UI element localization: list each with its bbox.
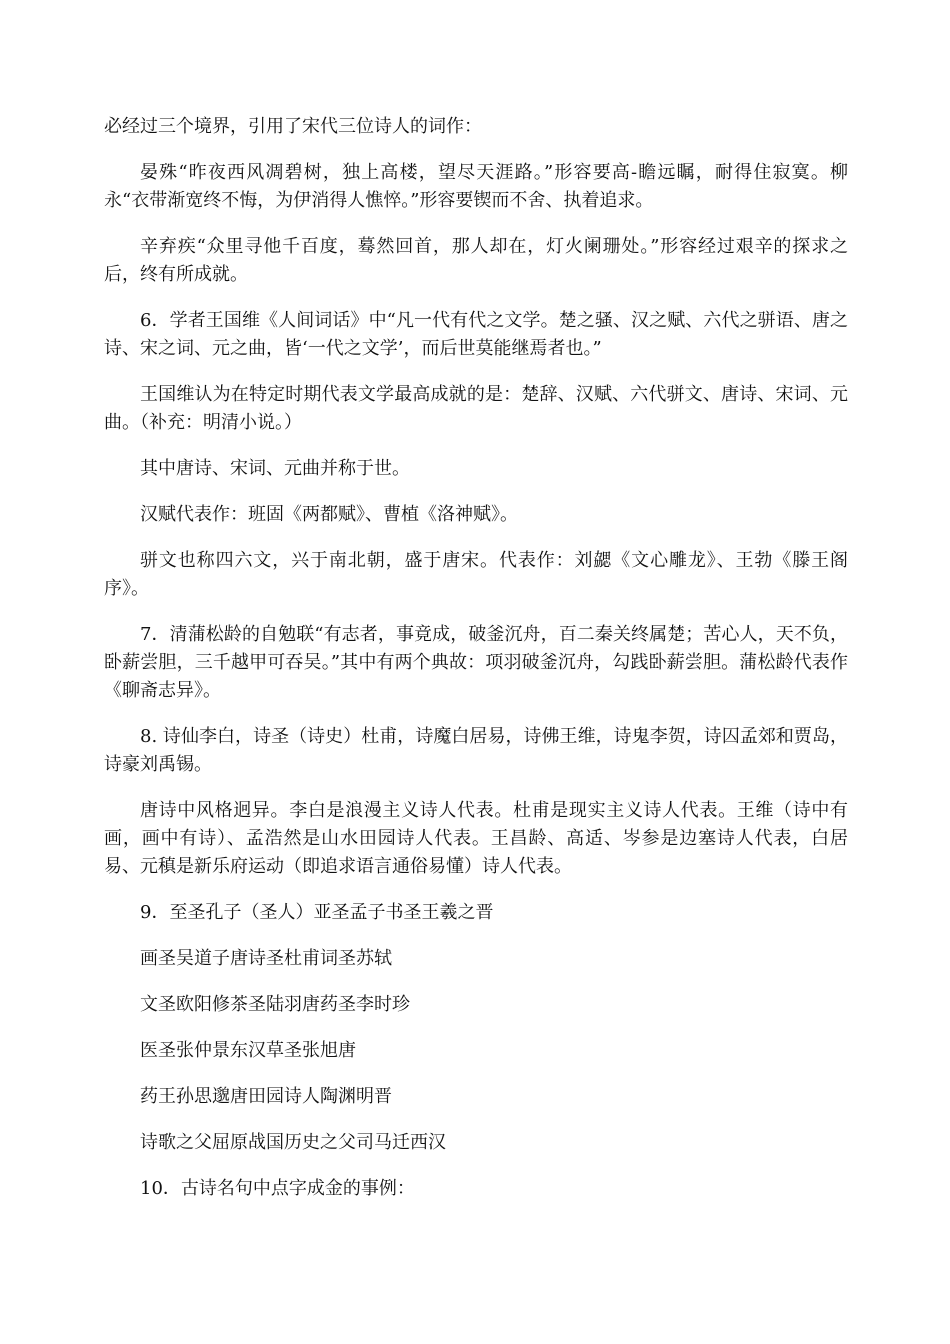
paragraph-wang-guowei: 王国维认为在特定时期代表文学最高成就的是：楚辞、汉赋、六代骈文、唐诗、宋词、元曲。（补充：明清小说。） xyxy=(104,384,848,433)
paragraph-item-6: 6．学者王国维《人间词话》中“凡一代有代之文学。楚之骚、汉之赋、六代之骈语、唐之诗、宋之词、元之曲，皆‘一代之文学’，而后世莫能继焉者也。” xyxy=(104,310,848,359)
paragraph-tang-song-yuan: 其中唐诗、宋词、元曲并称于世。 xyxy=(140,458,410,479)
paragraph-sages-medicine: 医圣张仲景东汉草圣张旭唐 xyxy=(140,1040,356,1061)
paragraph-item-9: 9．至圣孔子（圣人）亚圣孟子书圣王羲之晋 xyxy=(140,902,494,923)
paragraph-xinqiji: 辛弃疾“众里寻他千百度，蓦然回首，那人却在，灯火阑珊处。”形容经过艰辛的探求之后，终有所成就。 xyxy=(104,236,848,285)
paragraph-item-8: 8. 诗仙李白，诗圣（诗史）杜甫，诗魔白居易，诗佛王维，诗鬼李贺，诗囚孟郊和贾岛，诗豪刘禹锡。 xyxy=(104,726,848,775)
paragraph-three-realms-intro: 必经过三个境界，引用了宋代三位诗人的词作： xyxy=(104,116,482,137)
paragraph-pianwen: 骈文也称四六文，兴于南北朝，盛于唐宋。代表作：刘勰《文心雕龙》、王勃《滕王阁序》。 xyxy=(104,550,848,599)
paragraph-fathers: 诗歌之父屈原战国历史之父司马迁西汉 xyxy=(140,1132,446,1153)
paragraph-yanshu-liuyong: 晏殊“昨夜西风凋碧树，独上高楼，望尽天涯路。”形容要高-瞻远瞩，耐得住寂寞。柳永“衣带渐宽终不悔，为伊消得人憔悴。”形容要锲而不舍、执着追求。 xyxy=(104,162,848,211)
paragraph-item-10: 10．古诗名句中点字成金的事例： xyxy=(140,1178,415,1199)
paragraph-sages-pharmacy: 药王孙思邈唐田园诗人陶渊明晋 xyxy=(140,1086,392,1107)
paragraph-han-fu: 汉赋代表作：班固《两都赋》、曹植《洛神赋》。 xyxy=(140,504,518,525)
paragraph-tang-poetry-styles: 唐诗中风格迥异。李白是浪漫主义诗人代表。杜甫是现实主义诗人代表。王维（诗中有画，画中有诗）、孟浩然是山水田园诗人代表。王昌龄、高适、岑参是边塞诗人代表，白居易、元稹是新乐府运动（即追求语言通俗易懂）诗人代表。 xyxy=(104,800,848,877)
document-body xyxy=(104,113,848,1221)
paragraph-item-7: 7．清蒲松龄的自勉联“有志者，事竟成，破釜沉舟，百二秦关终属楚；苦心人，天不负，卧薪尝胆，三千越甲可吞吴。”其中有两个典故：项羽破釜沉舟，勾践卧薪尝胆。蒲松龄代表作《聊斋志异》。 xyxy=(104,624,848,701)
paragraph-sages-painting: 画圣吴道子唐诗圣杜甫词圣苏轼 xyxy=(140,948,392,969)
paragraph-sages-literature: 文圣欧阳修茶圣陆羽唐药圣李时珍 xyxy=(140,994,410,1015)
